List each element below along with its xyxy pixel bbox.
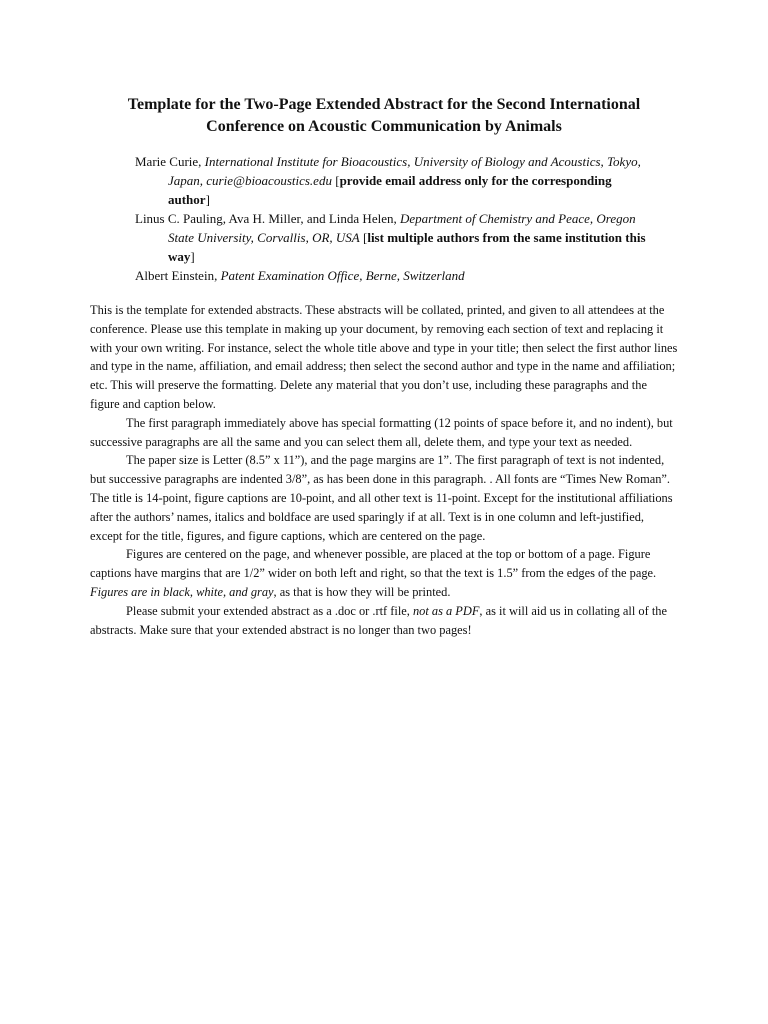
bracket-open: [ <box>359 230 368 245</box>
author-names: Marie Curie, <box>135 154 205 169</box>
body-text <box>90 301 678 639</box>
bracket-open: [ <box>331 173 340 188</box>
bracket-close: ] <box>205 192 210 207</box>
author-affiliation: Patent Examination Office, Berne, Switzerland <box>220 268 465 283</box>
author-entry <box>135 209 655 266</box>
paragraph-4-text: Figures are centered on the page, and whenever possible, are placed at the top or bottom of a page. Figure captions have margins that are 1/2” wider on both left and right, so that the text is 1.5” from the edges of the page. <box>90 547 657 581</box>
paragraph-3: The paper size is Letter (8.5” x 11”), and the page margins are 1”. The first paragraph of text is not indented, but successive paragraphs are indented 3/8”, as has been done in this paragraph. . All fonts are “Times New Roman”. The title is 14-point, figure captions are 10-point, and all other text is 11-point. Except for the institutional affiliations after the authors’ names, italics and boldface are used sparingly if at all. Text is in one column and left-justified, except for the title, figures, and figure captions, which are centered on the page. <box>90 453 673 543</box>
author-affiliation: International Institute for Bioacoustics, University of Biology and Acoustics, Tokyo, Japan, curie@bioacoustics.edu <box>168 154 641 188</box>
author-entry <box>135 266 655 285</box>
title-line-2: Conference on Acoustic Communication by Animals <box>206 118 562 135</box>
title-line-1: Template for the Two-Page Extended Abstract for the Second International <box>127 96 641 113</box>
author-affiliation: Department of Chemistry and Peace, Oregon State University, Corvallis, OR, USA <box>168 211 636 245</box>
author-entry <box>135 152 655 209</box>
paragraph-4-emphasis: Figures are in black, white, and gray <box>90 584 274 599</box>
paragraph-4 <box>90 545 678 601</box>
author-note: provide email address only for the corresponding author <box>168 173 612 207</box>
paragraph-5-text: Please submit your extended abstract as a .doc or .rtf file, <box>126 603 413 618</box>
paragraph-4-text-end: , as that is how they will be printed. <box>273 584 451 599</box>
author-names: Albert Einstein, <box>135 268 221 283</box>
paragraph-5-emphasis: not as a PDF <box>412 603 480 618</box>
document-title <box>80 94 688 138</box>
paragraph-5-text-end: , as it will aid us in collating all of the abstracts. Make sure that your extended abstract is no longer than two pages! <box>90 603 667 637</box>
bracket-close: ] <box>190 249 195 264</box>
paragraph-1: This is the template for extended abstracts. These abstracts will be collated, printed, and given to all attendees at the conference. Please use this template in making up your document, by removing each section of text and replacing it with your own writing. For instance, select the whole title above and type in your title; then select the first author lines and type in the name, affiliation, and email address; then select the second author and type in the name and affiliation; etc. This will preserve the formatting. Delete any material that you don’t use, including these paragraphs and the figure and caption below. <box>90 303 678 411</box>
author-note: list multiple authors from the same institution this way <box>168 230 646 264</box>
author-list <box>135 152 655 285</box>
paragraph-2: The first paragraph immediately above has special formatting (12 points of space before it, and no indent), but successive paragraphs are all the same and you can select them all, delete them, and type your text as needed. <box>90 415 673 449</box>
author-names: Linus C. Pauling, Ava H. Miller, and Linda Helen, <box>135 211 400 226</box>
paragraph-5 <box>90 602 678 640</box>
